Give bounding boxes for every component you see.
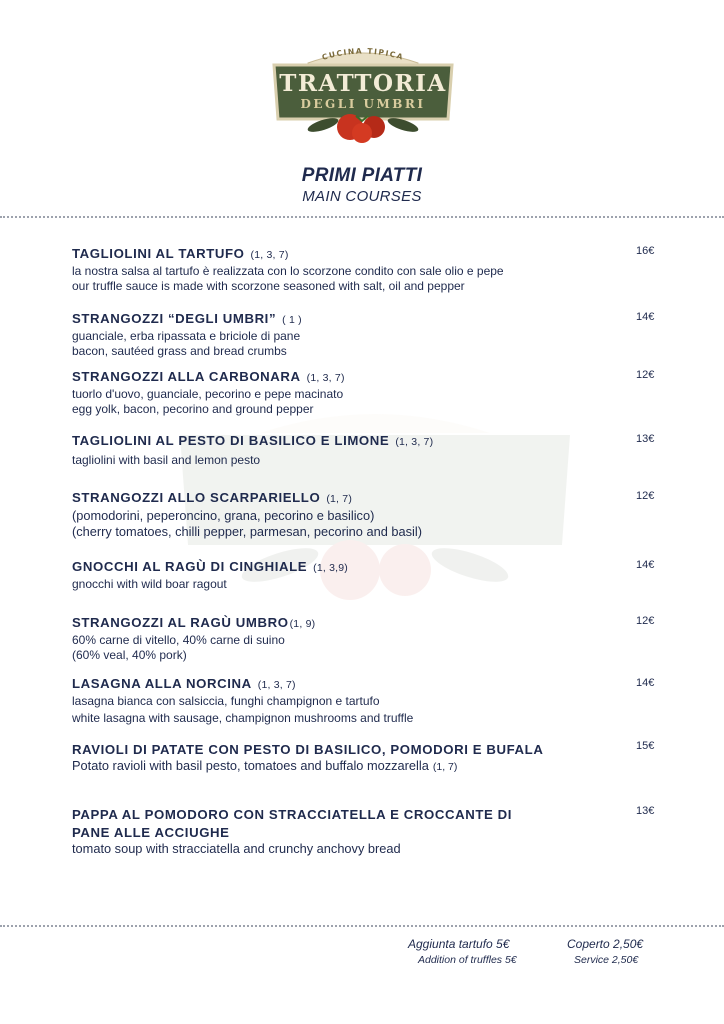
- item-price: 12€: [636, 369, 655, 381]
- item-allergens: (1, 3, 7): [250, 249, 289, 261]
- item-allergens: (1, 9): [289, 618, 316, 630]
- menu-item: [72, 675, 632, 725]
- menu-item: [72, 432, 632, 468]
- menu-item: [72, 489, 632, 540]
- logo: [268, 45, 458, 145]
- item-name: TAGLIOLINI AL TARTUFO: [72, 246, 245, 261]
- truffle-supplement-en: Addition of truffles 5€: [418, 954, 517, 966]
- logo-top-text: CUCINA TIPICA: [320, 46, 406, 62]
- item-desc-it: 60% carne di vitello, 40% carne di suino: [72, 633, 285, 647]
- item-desc-it: tuorlo d'uovo, guanciale, pecorino e pepe macinato: [72, 387, 344, 401]
- item-price: 16€: [636, 245, 655, 257]
- section-subtitle: MAIN COURSES: [302, 188, 422, 205]
- item-desc-en: white lasagna with sausage, champignon mushrooms and truffle: [72, 710, 414, 725]
- item-desc-en: egg yolk, bacon, pecorino and ground pepper: [72, 401, 314, 416]
- item-name: TAGLIOLINI AL PESTO DI BASILICO E LIMONE: [72, 433, 390, 448]
- item-name: LASAGNA ALLA NORCINA: [72, 676, 252, 691]
- item-desc-en: (cherry tomatoes, chilli pepper, parmesan, pecorino and basil): [72, 524, 422, 539]
- item-price: 13€: [636, 805, 655, 817]
- item-price: 14€: [636, 559, 655, 571]
- item-name: STRANGOZZI “DEGLI UMBRI”: [72, 311, 277, 326]
- cover-charge-it: Coperto 2,50€: [567, 937, 644, 951]
- item-desc-it: la nostra salsa al tartufo è realizzata con lo scorzone condito con sale olio e pepe: [72, 264, 504, 278]
- item-price: 14€: [636, 311, 655, 323]
- item-price: 15€: [636, 740, 655, 752]
- item-desc-en: our truffle sauce is made with scorzone seasoned with salt, oil and pepper: [72, 278, 465, 293]
- item-desc-en: gnocchi with wild boar ragout: [72, 577, 227, 591]
- cover-charge-en: Service 2,50€: [574, 954, 639, 966]
- item-name: STRANGOZZI ALLO SCARPARIELLO: [72, 490, 321, 505]
- divider: [0, 216, 724, 218]
- item-allergens: (1, 7): [326, 493, 353, 505]
- logo-main-text: TRATTORIA: [279, 70, 447, 97]
- menu-item: [72, 368, 632, 416]
- item-allergens: (1, 3, 7): [395, 436, 434, 448]
- item-name: STRANGOZZI AL RAGÙ UMBRO: [72, 615, 289, 630]
- item-desc-it: lasagna bianca con salsiccia, funghi champignon e tartufo: [72, 694, 380, 708]
- item-desc-en: (60% veal, 40% pork): [72, 647, 187, 662]
- item-allergens: (1, 3, 7): [257, 679, 296, 691]
- logo-sub-text: DEGLI UMBRI: [300, 97, 426, 111]
- menu-item: [72, 558, 632, 592]
- item-desc-it: (pomodorini, peperoncino, grana, pecorino e basilico): [72, 508, 375, 523]
- item-name-line1: PAPPA AL POMODORO CON STRACCIATELLA E CROCCANTE DI: [72, 807, 513, 822]
- section-header: [0, 165, 724, 205]
- menu-item: [72, 806, 632, 857]
- item-allergens: ( 1 ): [282, 314, 302, 326]
- item-allergens: (1, 3, 7): [306, 372, 345, 384]
- item-allergens: (1, 7): [432, 761, 458, 773]
- divider: [0, 925, 724, 927]
- item-name: GNOCCHI AL RAGÙ DI CINGHIALE: [72, 559, 308, 574]
- menu-item: [72, 245, 632, 293]
- item-price: 12€: [636, 490, 655, 502]
- item-allergens: (1, 3,9): [313, 562, 349, 574]
- item-desc-en: tomato soup with stracciatella and crunchy anchovy bread: [72, 841, 401, 856]
- tomato-icon: [352, 123, 372, 143]
- item-price: 14€: [636, 677, 655, 689]
- menu-item: [72, 741, 632, 775]
- item-name: RAVIOLI DI PATATE CON PESTO DI BASILICO, POMODORI E BUFALA: [72, 742, 544, 757]
- item-price: 13€: [636, 433, 655, 445]
- menu-item: [72, 310, 632, 358]
- item-desc-it: guanciale, erba ripassata e briciole di pane: [72, 329, 301, 343]
- truffle-supplement-it: Aggiunta tartufo 5€: [408, 937, 510, 951]
- item-desc-en: bacon, sautéed grass and bread crumbs: [72, 343, 287, 358]
- item-name: STRANGOZZI ALLA CARBONARA: [72, 369, 301, 384]
- item-desc-en: Potato ravioli with basil pesto, tomatoes and buffalo mozzarella: [72, 758, 429, 773]
- menu-item: [72, 614, 632, 662]
- item-desc-en: tagliolini with basil and lemon pesto: [72, 453, 261, 467]
- section-title: PRIMI PIATTI: [301, 165, 423, 186]
- item-price: 12€: [636, 615, 655, 627]
- item-name-line2: PANE ALLE ACCIUGHE: [72, 825, 230, 840]
